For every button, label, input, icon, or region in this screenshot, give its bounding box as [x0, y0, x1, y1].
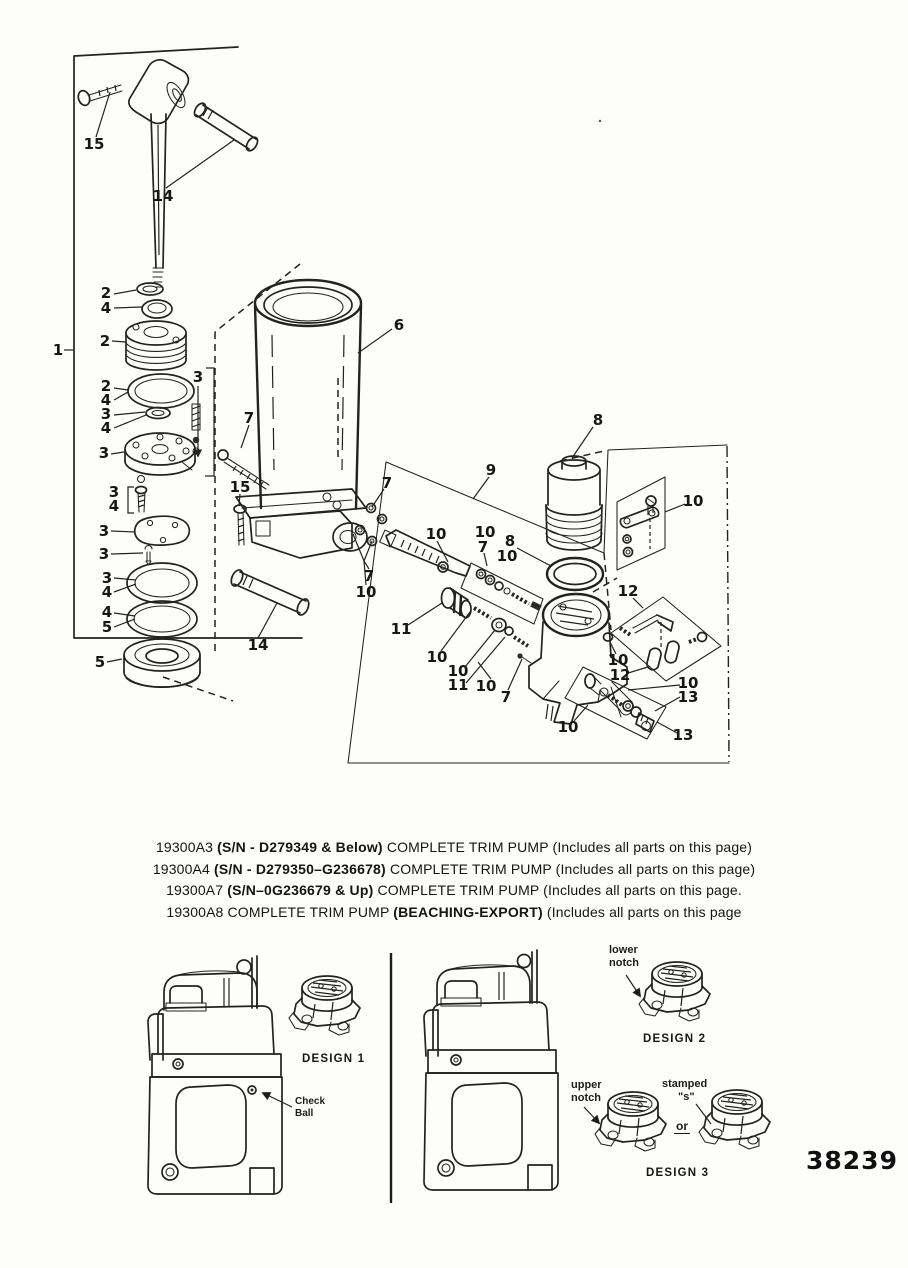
- base-screw: [234, 505, 246, 545]
- upper-notch-label: upper notch: [571, 1079, 602, 1104]
- callout-4: 4: [100, 391, 112, 409]
- callout-5: 5: [94, 653, 106, 671]
- check-ball-arrow: [263, 1093, 292, 1107]
- callout-10: 10: [447, 662, 469, 680]
- pump-body-right: [424, 950, 558, 1190]
- callout-2: 2: [99, 332, 111, 350]
- callout-15: 15: [229, 478, 251, 496]
- part-listing-line: 19300A7 (S/N–0G236679 & Up) COMPLETE TRIM PUMP (Includes all parts on this page.: [166, 882, 742, 898]
- callout-13: 13: [672, 726, 694, 744]
- lower-notch-label: lower notch: [609, 944, 639, 969]
- callout-10: 10: [425, 525, 447, 543]
- callout-10: 10: [426, 648, 448, 666]
- anchor-pin: [229, 568, 311, 617]
- callout-3: 3: [100, 405, 112, 423]
- link-kit-box: [617, 477, 665, 570]
- valve-unit-design3-stamped: [699, 1090, 770, 1149]
- piston-seal-stack: [124, 283, 214, 688]
- callout-10: 10: [496, 547, 518, 565]
- design3-label: DESIGN 3: [646, 1167, 710, 1179]
- callout-1: 1: [52, 341, 64, 359]
- callout-4: 4: [108, 497, 120, 515]
- callout-10: 10: [474, 523, 496, 541]
- callout-3: 3: [98, 545, 110, 563]
- callout-layer: [53, 135, 704, 744]
- callout-14: 14: [152, 187, 174, 205]
- design1-label: DESIGN 1: [302, 1053, 366, 1065]
- pump-body-left: [148, 956, 282, 1194]
- handle-screw: [76, 85, 122, 107]
- valve-unit-design1: [289, 976, 360, 1035]
- part-listing-line: 19300A3 (S/N - D279349 & Below) COMPLETE TRIM PUMP (Includes all parts on this page): [155, 839, 753, 855]
- design-variants-illustration: [0, 930, 908, 1268]
- callout-4: 4: [101, 583, 113, 601]
- valve-cartridge: [442, 588, 532, 663]
- callout-10: 10: [475, 677, 497, 695]
- callout-7: 7: [500, 688, 512, 706]
- callout-11: 11: [447, 676, 469, 694]
- upper-notch-arrow: [584, 1107, 599, 1123]
- stamped-s-label: stamped "s": [662, 1078, 708, 1103]
- part-listing: [0, 837, 908, 923]
- callout-15: 15: [83, 135, 105, 153]
- callout-7: 7: [363, 567, 375, 585]
- callout-12: 12: [617, 582, 639, 600]
- drawing-number: 38239: [806, 1146, 898, 1175]
- callout-3: 3: [101, 569, 113, 587]
- pivot-washers: [356, 504, 387, 546]
- or-label: or: [676, 1119, 688, 1133]
- callout-10: 10: [355, 583, 377, 601]
- callout-3: 3: [108, 483, 120, 501]
- callout-5: 5: [101, 618, 113, 636]
- trim-cylinder: [236, 280, 367, 558]
- callout-10: 10: [677, 674, 699, 692]
- design2-label: DESIGN 2: [643, 1033, 707, 1045]
- stamped-s-leader: [696, 1104, 711, 1124]
- callout-10: 10: [557, 718, 579, 736]
- callout-12: 12: [609, 666, 631, 684]
- part-listing-line: 19300A4 (S/N - D279350–G236678) COMPLETE TRIM PUMP (Includes all parts on this page): [152, 860, 756, 877]
- cap-o-ring: [547, 558, 603, 590]
- callout-7: 7: [381, 474, 393, 492]
- callout-7: 7: [243, 409, 255, 427]
- callout-3: 3: [192, 368, 204, 386]
- callout-4: 4: [100, 419, 112, 437]
- callout-2: 2: [100, 284, 112, 302]
- callout-10: 10: [682, 492, 704, 510]
- callout-10: 10: [607, 651, 629, 669]
- pump-handle: [129, 60, 189, 287]
- callout-4: 4: [100, 299, 112, 317]
- fill-cap: [546, 456, 602, 550]
- callout-11: 11: [390, 620, 412, 638]
- callout-8: 8: [592, 411, 604, 429]
- callout-3: 3: [98, 444, 110, 462]
- seal-kit-box: [461, 563, 543, 624]
- valve-unit-design2: [639, 962, 710, 1021]
- callout-6: 6: [393, 316, 405, 334]
- callout-13: 13: [677, 688, 699, 706]
- part-listing-line: 19300A8 COMPLETE TRIM PUMP (BEACHING-EXPORT) (Includes all parts on this page: [166, 903, 742, 920]
- callout-9: 9: [485, 461, 497, 479]
- scan-speck: [599, 120, 601, 122]
- callout-2: 2: [100, 377, 112, 395]
- callout-8: 8: [504, 532, 516, 550]
- callout-7: 7: [477, 538, 489, 556]
- callout-14: 14: [247, 636, 269, 654]
- callout-4: 4: [101, 603, 113, 621]
- callout-3: 3: [98, 522, 110, 540]
- lower-notch-arrow: [626, 975, 640, 996]
- valve-unit-design3-notch: [595, 1092, 666, 1151]
- construction-lines: [163, 264, 729, 762]
- check-ball-label: Check Ball: [295, 1096, 326, 1119]
